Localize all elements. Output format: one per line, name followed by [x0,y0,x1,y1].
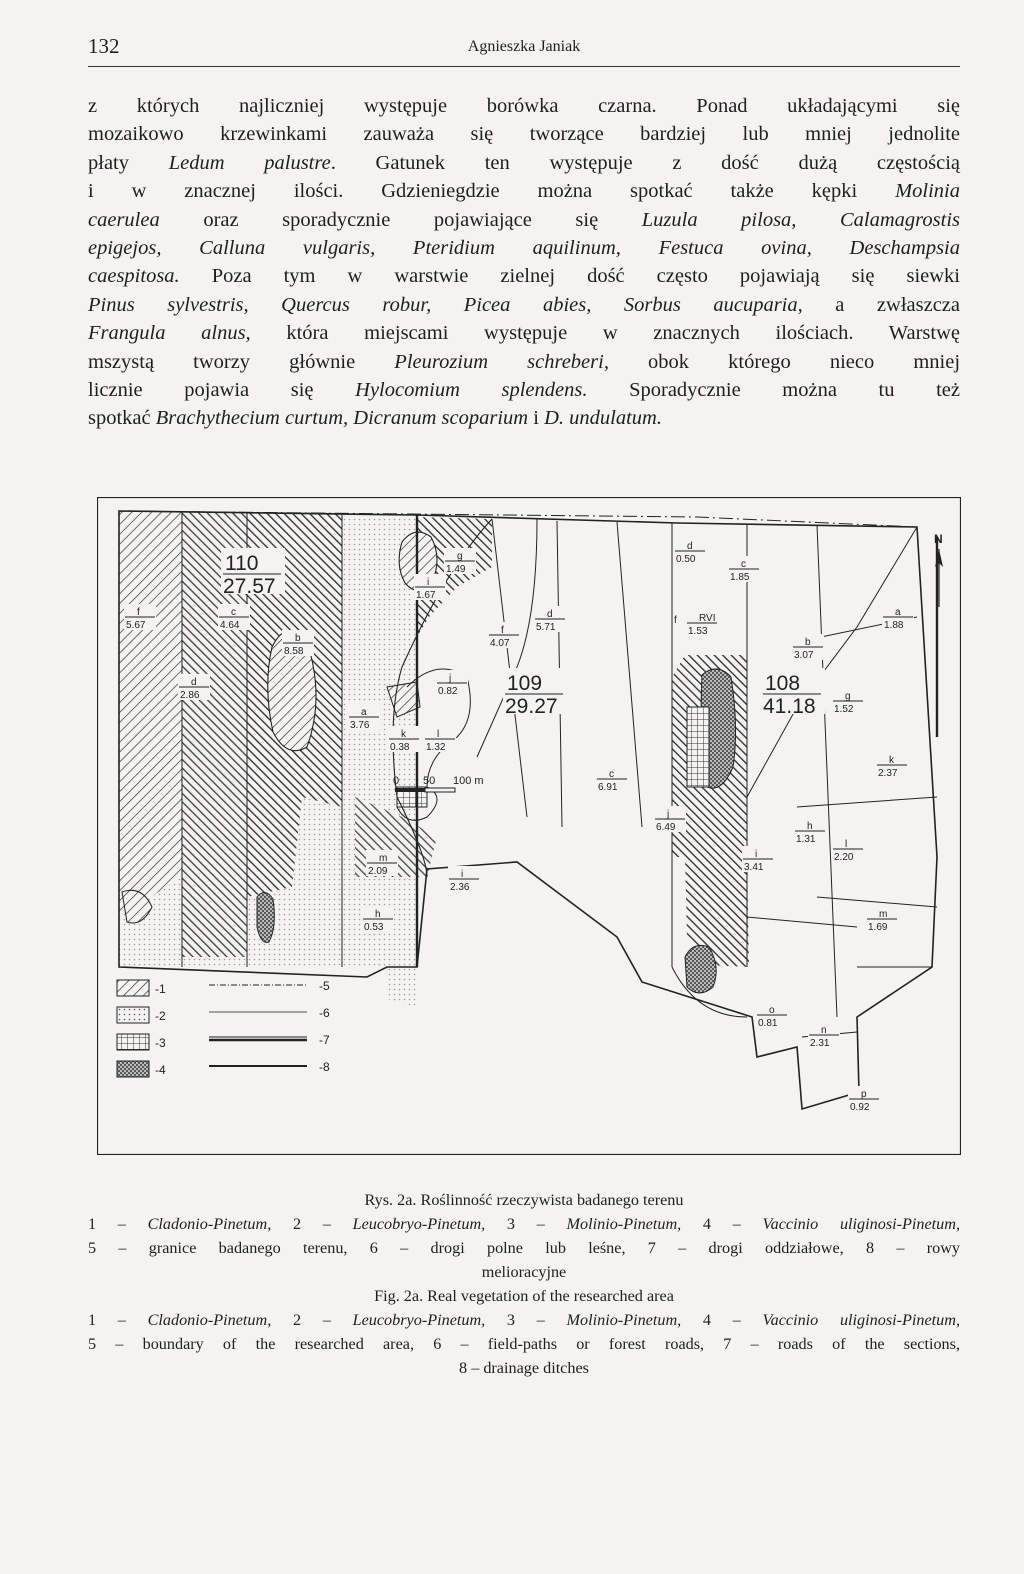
subplot-area: 4.64 [220,620,240,631]
body-line: caespitosa. Poza tym w warstwie zielnej dość często pojawiają się siewki [88,265,960,288]
body-paragraph [88,92,960,433]
subplot-area: 1.31 [796,834,816,845]
subplot-letter: k [401,729,406,740]
subplot-letter: m [879,909,888,920]
subplot-area: 1.53 [688,626,708,637]
subplot-area: 2.20 [834,852,854,863]
subplot-letter: f [501,625,504,636]
subplot-area: 4.07 [490,638,510,649]
legend-number: -6 [319,1006,330,1020]
subplot-letter: g [845,691,851,702]
subplot-letter: a [895,607,901,618]
subplot-area: 0.92 [850,1102,870,1113]
subplot-letter: d [191,677,197,688]
subplot-area: 1.52 [834,704,854,715]
subplot-letter: d [547,609,553,620]
subplot-letter: j [449,673,452,684]
vegetation-map [97,497,961,1155]
subplot-area: 3.07 [794,650,814,661]
caption-line-en-2: 5 – boundary of the researched area, 6 – field-paths or forest roads, 7 – roads of the sections, [88,1335,960,1353]
body-line: mozaikowo krzewinkami zauważa się tworzące bardziej lub mniej jednolite [88,123,960,146]
body-line: i w znacznej ilości. Gdzieniegdzie można spotkać także kępki Molinia [88,180,960,203]
subplot-letter: l [437,729,440,740]
caption-line-pl-2: 5 – granice badanego terenu, 6 – drogi polne lub leśne, 7 – drogi oddziałowe, 8 – rowy [88,1239,960,1257]
subplot-area: 6.49 [656,822,676,833]
section-area: 29.27 [505,695,558,718]
subplot-letter: c [741,559,746,570]
subplot-area: 0.38 [390,742,410,753]
body-line: płaty Ledum palustre. Gatunek ten występuje z dość dużą częstością [88,151,960,174]
legend-number: -3 [155,1036,166,1050]
section-area: 41.18 [763,695,816,718]
subplot-letter: g [457,551,463,562]
vegetation-map-figure [97,497,961,1155]
subplot-area: 0.81 [758,1018,778,1029]
legend-number: -5 [319,979,330,993]
subplot-area: 3.76 [350,720,370,731]
legend-swatch [117,980,149,996]
subplot-letter: h [807,821,813,832]
subplot-area: 1.49 [446,564,466,575]
body-line: z których najliczniej występuje borówka czarna. Ponad układającymi się [88,95,960,117]
legend-number: -7 [319,1033,330,1047]
subplot-letter: f [137,607,140,618]
caption-title-pl: Rys. 2a. Roślinność rzeczywista badanego terenu [364,1191,684,1209]
subplot-letter: m [379,853,388,864]
section-number: 108 [765,672,801,695]
subplot-area: 1.69 [868,922,888,933]
subplot-area: 1.85 [730,572,750,583]
legend-swatch [117,1034,149,1050]
running-head-author: Agnieszka Janiak [467,38,581,55]
scale-label: 100 m [453,775,484,787]
section-area: 27.57 [223,575,276,598]
body-line: spotkać Brachythecium curtum, Dicranum scoparium i D. undulatum. [88,407,662,430]
caption-line-en-1: 1 – Cladonio-Pinetum, 2 – Leucobryo-Pinetum, 3 – Molinio-Pinetum, 4 – Vaccinio uliginosi-Pinetum, [88,1311,961,1329]
subplot-area: 0.50 [676,554,696,565]
subplot-letter: c [231,607,236,618]
body-line: epigejos, Calluna vulgaris, Pteridium aquilinum, Festuca ovina, Deschampsia [88,236,960,259]
figure-caption [88,1188,960,1380]
subplot-letter: i [461,869,464,880]
subplot-area: 2.86 [180,690,200,701]
subplot-area: 0.53 [364,922,384,933]
legend-number: -8 [319,1060,330,1074]
subplot-letter: k [889,755,894,766]
subplot-area: 6.91 [598,782,618,793]
subplot-letter: c [609,769,614,780]
legend-item [117,1034,166,1050]
caption-line-pl-3: melioracyjne [481,1263,567,1281]
subplot-letter: RVI [699,613,716,624]
subplot-letter: b [295,633,301,644]
subplot-letter: o [769,1005,775,1016]
body-line: mszystą tworzy głównie Pleurozium schreberi, obok którego nieco mniej [88,350,961,373]
subplot-area: 1.67 [416,590,436,601]
subplot-letter: b [805,637,811,648]
subplot-area: 3.41 [744,862,764,873]
body-line: Pinus sylvestris, Quercus robur, Picea abies, Sorbus aucuparia, a zwłaszcza [88,293,961,316]
legend-number: -4 [155,1063,166,1077]
legend-number: -2 [155,1009,166,1023]
body-line: caerulea oraz sporadycznie pojawiające się Luzula pilosa, Calamagrostis [88,208,960,231]
subplot-area: 2.09 [368,866,388,877]
section-number: 109 [507,672,543,695]
subplot-letter: p [861,1089,867,1100]
subplot-area: 2.36 [450,882,470,893]
subplot-letter: d [687,541,693,552]
section-number: 110 [225,552,259,575]
subplot-area: 8.58 [284,646,304,657]
subplot-letter: a [361,707,367,718]
running-header [88,34,960,67]
legend-item [117,1007,166,1023]
caption-line-pl-1: 1 – Cladonio-Pinetum, 2 – Leucobryo-Pinetum, 3 – Molinio-Pinetum, 4 – Vaccinio uliginosi-Pinetum, [88,1215,961,1233]
subplot-letter: h [375,909,381,920]
subplot-letter: n [821,1025,827,1036]
subplot-letter: i [427,577,430,588]
subplot-letter: i [755,849,758,860]
subplot-area: 0.82 [438,686,458,697]
legend-item [117,1061,166,1077]
subplot-area: 1.32 [426,742,446,753]
scale-label: 50 [423,775,436,787]
legend-swatch [117,1061,149,1077]
legend-number: -1 [155,982,166,996]
subplot-letter: l [845,839,848,850]
legend-swatch [117,1007,149,1023]
body-line: licznie pojawia się Hylocomium splendens. Sporadycznie można tu też [88,378,960,401]
caption-title-en: Fig. 2a. Real vegetation of the researched area [374,1287,674,1305]
subplot-area: 2.31 [810,1038,830,1049]
scale-label: 0 [393,775,400,787]
subplot-area: 5.71 [536,622,556,633]
subplot-letter: j [667,809,670,820]
subplot-area: 2.37 [878,768,898,779]
subplot-prefix: f [674,615,677,626]
north-label: N [934,532,943,546]
subplot-area: 5.67 [126,620,146,631]
subplot-area: 1.88 [884,620,904,631]
body-line: Frangula alnus, która miejscami występuje w znacznych ilościach. Warstwę [88,322,960,345]
page-number: 132 [88,34,120,58]
legend-item [117,980,166,996]
caption-line-en-3: 8 – drainage ditches [459,1359,589,1377]
